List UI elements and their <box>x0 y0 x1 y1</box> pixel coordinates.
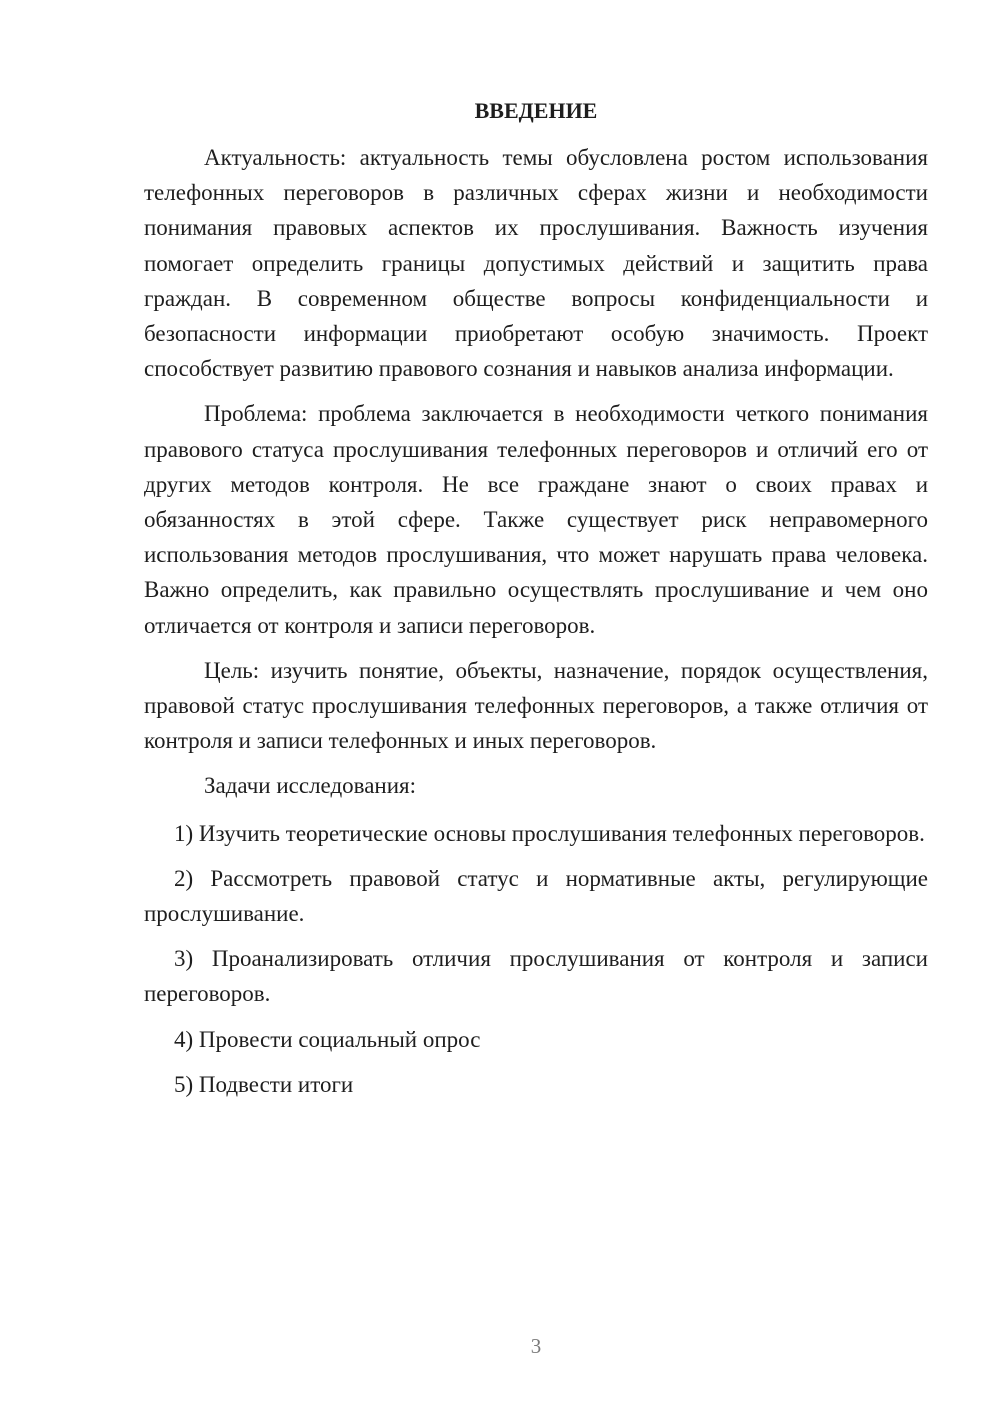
relevance-paragraph: Актуальность: актуальность темы обусловлена ростом использования телефонных переговоров в различных сферах жизни и необходимости понимания правовых аспектов их прослушивания. Важность изучения помогает определить границы допустимых действий и защитить права граждан. В современном обществе вопросы конфиденциальности и безопасности информации приобретают особую значимость. Проект способствует развитию правового сознания и навыков анализа информации. <box>144 145 928 382</box>
tasks-heading: Задачи исследования: <box>204 773 417 799</box>
task-item: 5) Подвести итоги <box>174 1071 354 1097</box>
problem-paragraph: Проблема: проблема заключается в необходимости четкого понимания правового статуса прослушивания телефонных переговоров и отличий его от других методов контроля. Не все граждане знают о своих правах и обязанностях в этой сфере. Также существует риск неправомерного использования методов прослушивания, что может нарушать права человека. Важно определить, как правильно осуществлять прослушивание и чем оно отличается от контроля и записи переговоров. <box>144 401 928 638</box>
task-item: 1) Изучить теоретические основы прослушивания телефонных переговоров. <box>174 820 925 846</box>
section-heading: ВВЕДЕНИЕ <box>474 98 598 123</box>
page-number: 3 <box>530 1334 542 1358</box>
page-content <box>144 94 928 1112</box>
task-item: 4) Провести социальный опрос <box>174 1026 481 1052</box>
task-item: 3) Проанализировать отличия прослушивания от контроля и записи переговоров. <box>144 946 928 1007</box>
task-item: 2) Рассмотреть правовой статус и нормативные акты, регулирующие прослушивание. <box>144 865 928 927</box>
goal-paragraph: Цель: изучить понятие, объекты, назначение, порядок осуществления, правовой статус прослушивания телефонных переговоров, а также отличия от контроля и записи телефонных и иных переговоров. <box>144 657 928 754</box>
